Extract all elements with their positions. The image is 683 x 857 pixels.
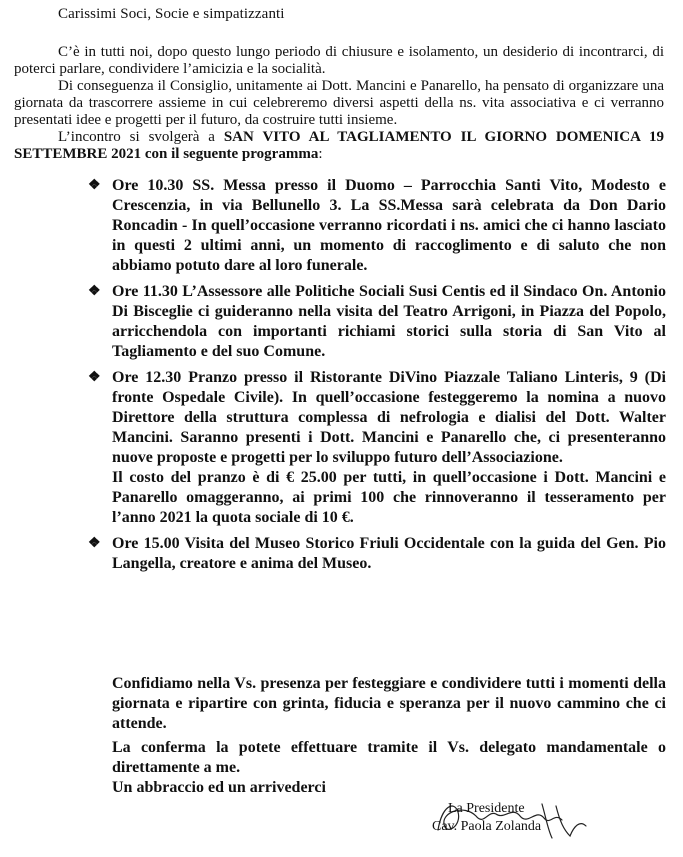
program-item-extra: Il costo del pranzo è di € 25.00 per tutti, in quell’occasione i Dott. Mancini e Panarello omaggeranno, ai primi 100 che rinnoveranno il tesseramento per l’anno 2021 la quota sociale di 10 €. [112, 469, 666, 526]
program-item-text: Ore 12.30 Pranzo presso il Ristorante DiVino Piazzale Taliano Linteris, 9 (Di fronte Ospedale Civile). In quell’occasione festeggeremo la nomina a nuovo Direttore della struttura complessa di nefrologia e dialisi del Dott. Walter Mancini. Saranno presenti i Dott. Mancini e Panarello che, ci presenteranno nuove proposte e progetti per lo sviluppo futuro dell’Associazione. [112, 369, 666, 466]
signature-name: Cav. Paola Zolanda [432, 819, 542, 834]
intro-paragraph-3-start: L’incontro si svolgerà a [58, 129, 224, 145]
intro-paragraph-1: C’è in tutti noi, dopo questo lungo periodo di chiusure e isolamento, un desiderio di incontrarci, di poterci parlare, condividere l’amicizia e la socialità. [14, 44, 664, 77]
signature-title: La Presidente [448, 801, 525, 816]
intro-paragraph-3-end: : [318, 146, 323, 162]
event-location-date: SAN VITO AL TAGLIAMENTO IL GIORNO DOMENICA 19 SETTEMBRE 2021 con il seguente programma [14, 129, 664, 162]
program-item [88, 176, 666, 276]
closing-greeting: Un abbraccio ed un arrivederci [112, 779, 326, 796]
program-item [88, 534, 666, 574]
diamond-bullet-icon: ❖ [88, 370, 101, 385]
program-item [88, 282, 666, 362]
intro-section [14, 44, 664, 163]
diamond-bullet-icon: ❖ [88, 178, 101, 193]
intro-paragraph-2: Di conseguenza il Consiglio, unitamente ai Dott. Mancini e Panarello, ha pensato di organizzare una giornata da trascorrere assieme in cui celebreremo diversi aspetti della ns. vita associativa e ci verranno presentati idee e progetti per il futuro, da costruire tutti insieme. [14, 78, 664, 128]
program-item-text: Ore 11.30 L’Assessore alle Politiche Sociali Susi Centis ed il Sindaco On. Antonio Di Bisceglie ci guideranno nella visita del Teatro Arrigoni, in Piazza del Popolo, arricchendola con importanti richiami storici sulla storia di San Vito al Tagliamento e del suo Comune. [112, 283, 666, 360]
program-list [88, 176, 666, 580]
program-item-text: Ore 10.30 SS. Messa presso il Duomo – Parrocchia Santi Vito, Modesto e Crescenzia, in via Bellunello 3. La SS.Messa sarà celebrata da Don Dario Roncadin - In quell’occasione verranno ricordati i ns. amici che ci hanno lasciato in questi 2 ultimi anni, un momento di raccoglimento e di saluto che non abbiamo potuto dare al loro funerale. [112, 177, 666, 274]
closing-section [112, 674, 666, 798]
closing-paragraph-1: Confidiamo nella Vs. presenza per festeggiare e condividere tutti i momenti della giornata e ripartire con grinta, fiducia e speranza per il nuovo cammino che ci attende. [112, 675, 666, 732]
intro-paragraph-3 [14, 129, 664, 163]
diamond-bullet-icon: ❖ [88, 536, 101, 551]
program-item-text: Ore 15.00 Visita del Museo Storico Friuli Occidentale con la guida del Gen. Pio Langella, creatore e anima del Museo. [112, 535, 666, 572]
program-item [88, 368, 666, 528]
salutation: Carissimi Soci, Socie e simpatizzanti [58, 6, 285, 22]
closing-paragraph-2: La conferma la potete effettuare tramite il Vs. delegato mandamentale o direttamente a me. [112, 739, 666, 776]
diamond-bullet-icon: ❖ [88, 284, 101, 299]
